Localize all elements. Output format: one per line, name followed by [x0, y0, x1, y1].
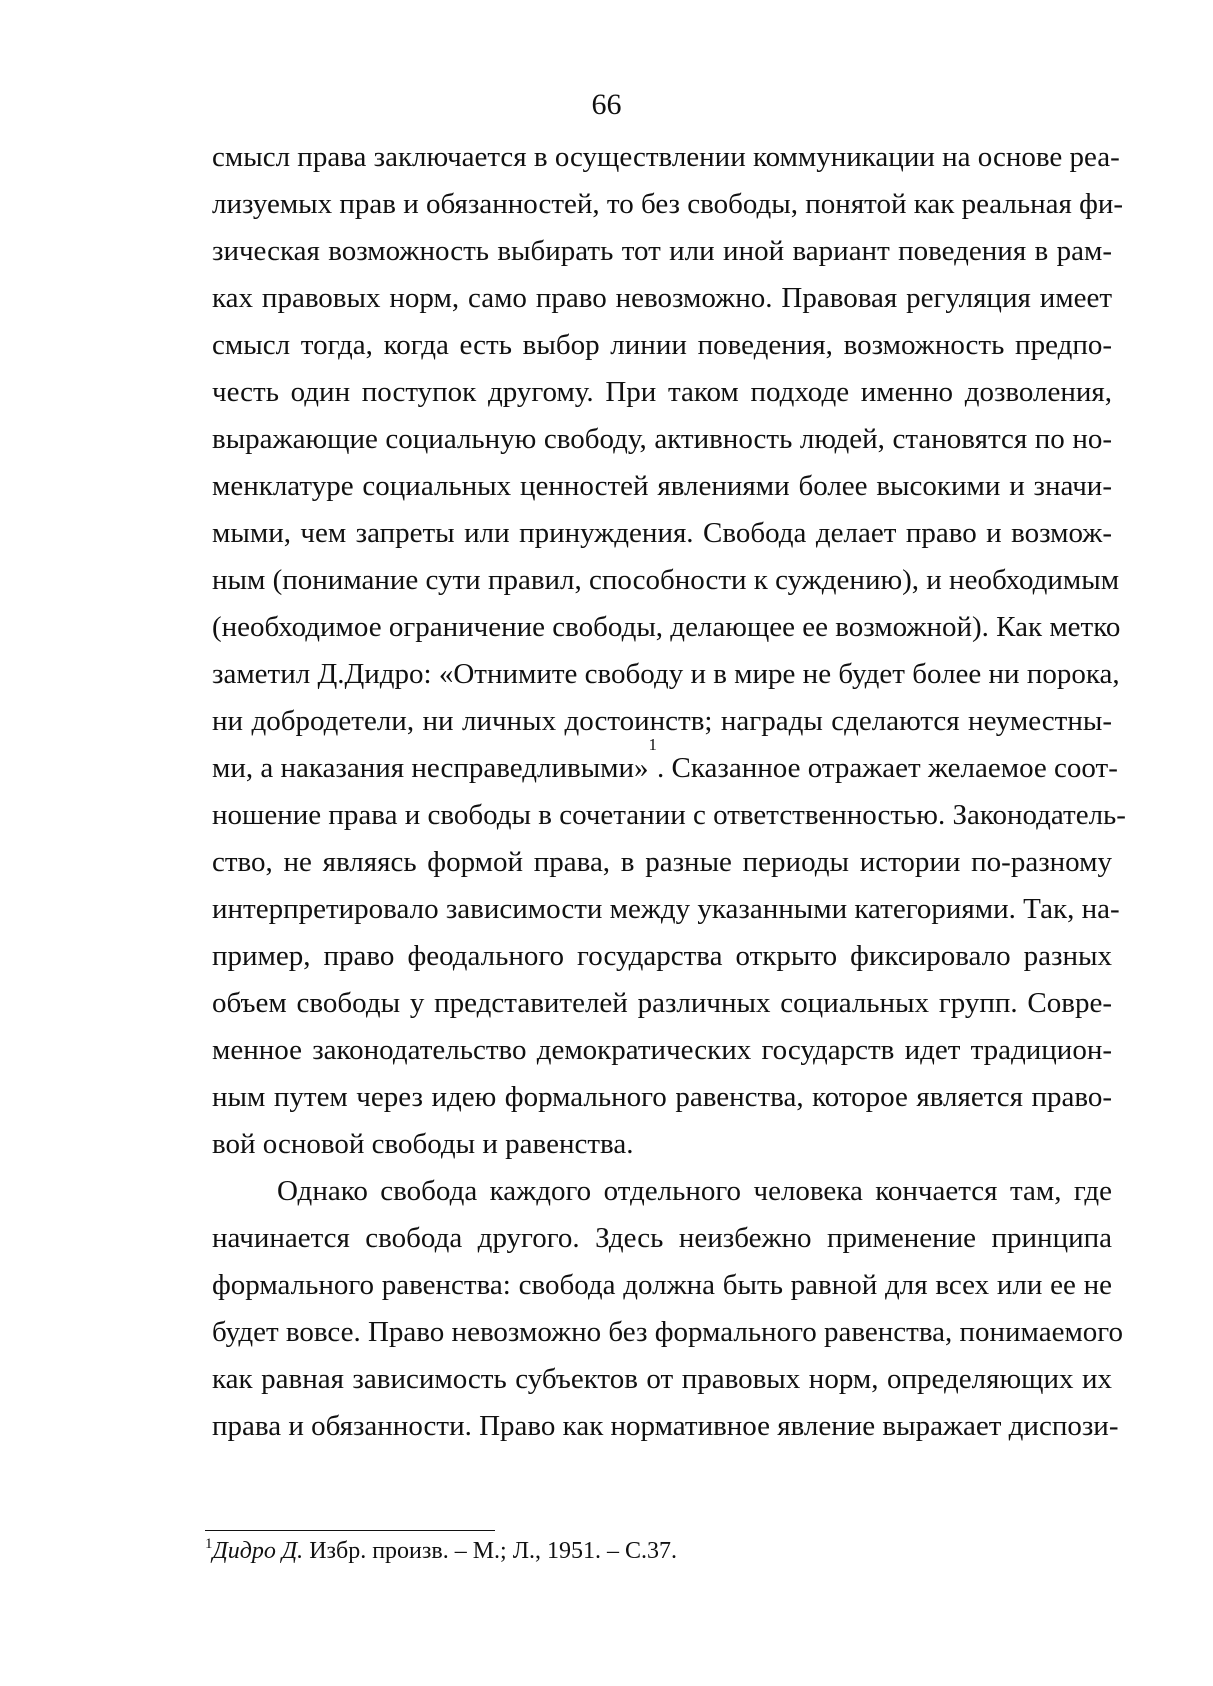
line-text: . Сказанное отражает желаемое соот- — [657, 752, 1118, 784]
text-line: объем свободы у представителей различных социальных групп. Совре- — [212, 987, 1112, 1019]
text-line: будет вовсе. Право невозможно без формального равенства, понимаемого — [212, 1316, 1123, 1348]
text-line: интерпретировало зависимости между указанными категориями. Так, на- — [212, 893, 1120, 925]
footnote-author: Дидро Д. — [212, 1538, 304, 1564]
footnote-mark: 1 — [205, 1536, 213, 1552]
text-line: менное законодательство демократических государств идет традицион- — [212, 1034, 1112, 1066]
text-line: смысл тогда, когда есть выбор линии поведения, возможность предпо- — [212, 329, 1112, 361]
text-line: ство, не являясь формой права, в разные периоды истории по-разному — [212, 846, 1112, 878]
text-line: пример, право феодального государства открыто фиксировало разных — [212, 940, 1112, 972]
text-line: (необходимое ограничение свободы, делающее ее возможной). Как метко — [212, 611, 1121, 643]
text-line: ношение права и свободы в сочетании с ответственностью. Законодатель- — [212, 799, 1126, 831]
text-line: ках правовых норм, само право невозможно. Правовая регуляция имеет — [212, 282, 1112, 314]
text-line: менклатуре социальных ценностей явлениями более высокими и значи- — [212, 470, 1112, 502]
footnote-text: Избр. произв. – М.; Л., 1951. – С.37. — [303, 1538, 678, 1564]
text-line: честь один поступок другому. При таком подходе именно дозволения, — [212, 376, 1112, 408]
text-line: ным (понимание сути правил, способности к суждению), и необходимым — [212, 564, 1120, 596]
text-line: мыми, чем запреты или принуждения. Свобода делает право и возмож- — [212, 517, 1112, 549]
body-text — [212, 134, 1126, 1450]
text-line: начинается свобода другого. Здесь неизбежно применение принципа — [212, 1222, 1112, 1254]
text-line: заметил Д.Дидро: «Отнимите свободу и в мире не будет более ни порока, — [212, 658, 1120, 690]
text-line: выражающие социальную свободу, активность людей, становятся по но- — [212, 423, 1112, 455]
footnote-ref: 1 — [648, 735, 658, 754]
footnote — [205, 1538, 677, 1565]
text-line: ным путем через идею формального равенства, которое является право- — [212, 1081, 1112, 1113]
text-line: ни добродетели, ни личных достоинств; награды сделаются неуместны- — [212, 705, 1112, 737]
text-line: вой основой свободы и равенства. — [212, 1128, 634, 1160]
text-line: как равная зависимость субъектов от правовых норм, определяющих их — [212, 1363, 1112, 1395]
text-line — [212, 735, 1118, 792]
text-line: лизуемых прав и обязанностей, то без свободы, понятой как реальная фи- — [212, 188, 1124, 220]
page-number: 66 — [591, 88, 622, 121]
line-text: ми, а наказания несправедливыми» — [212, 752, 649, 784]
text-line: формального равенства: свобода должна быть равной для всех или ее не — [212, 1269, 1112, 1301]
text-line: Однако свобода каждого отдельного человека кончается там, где — [277, 1175, 1112, 1207]
text-line: права и обязанности. Право как нормативное явление выражает диспози- — [212, 1410, 1119, 1442]
text-line: смысл права заключается в осуществлении коммуникации на основе реа- — [212, 141, 1120, 173]
text-line: зическая возможность выбирать тот или иной вариант поведения в рам- — [212, 235, 1112, 267]
footnote-separator — [205, 1530, 495, 1531]
